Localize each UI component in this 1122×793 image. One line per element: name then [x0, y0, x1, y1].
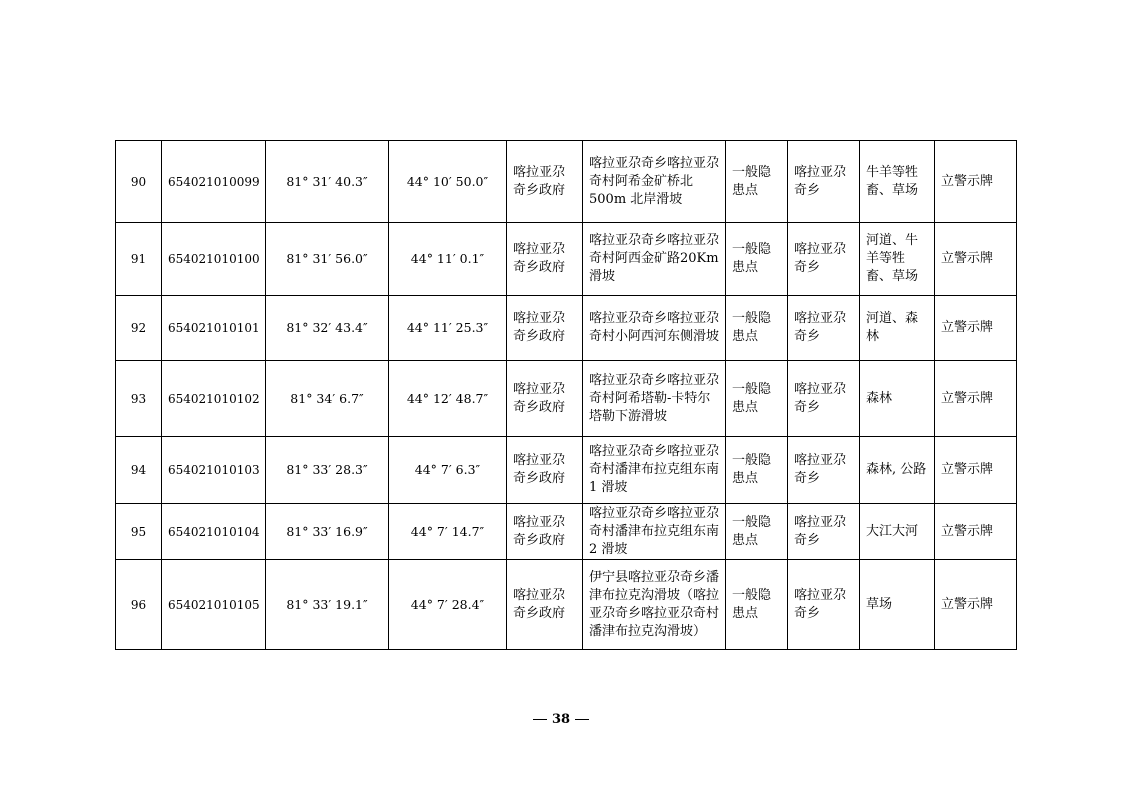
hazard-code-cell: 654021010105: [162, 560, 266, 650]
row-number-cell: 92: [116, 296, 162, 361]
prevention-measure-cell: 立警示牌: [935, 437, 1017, 504]
township-cell: 喀拉亚尕奇乡: [788, 223, 860, 296]
threatened-objects-cell: 森林, 公路: [860, 437, 935, 504]
responsible-unit-cell: 喀拉亚尕奇乡政府: [507, 296, 583, 361]
township-cell: 喀拉亚尕奇乡: [788, 296, 860, 361]
latitude-cell: 44° 12′ 48.7″: [389, 361, 507, 437]
longitude-cell: 81° 32′ 43.4″: [266, 296, 389, 361]
table-body: [116, 141, 1017, 650]
responsible-unit-cell: 喀拉亚尕奇乡政府: [507, 223, 583, 296]
hazard-code-cell: 654021010100: [162, 223, 266, 296]
hazard-code-cell: 654021010104: [162, 504, 266, 560]
latitude-cell: 44° 11′ 25.3″: [389, 296, 507, 361]
table-row: [116, 504, 1017, 560]
page-footer: [0, 712, 1122, 727]
threatened-objects-cell: 草场: [860, 560, 935, 650]
township-cell: 喀拉亚尕奇乡: [788, 141, 860, 223]
table-row: [116, 296, 1017, 361]
hazard-code-cell: 654021010101: [162, 296, 266, 361]
responsible-unit-cell: 喀拉亚尕奇乡政府: [507, 361, 583, 437]
table-row: [116, 361, 1017, 437]
hazard-level-cell: 一般隐患点: [726, 361, 788, 437]
latitude-cell: 44° 10′ 50.0″: [389, 141, 507, 223]
responsible-unit-cell: 喀拉亚尕奇乡政府: [507, 141, 583, 223]
longitude-cell: 81° 31′ 56.0″: [266, 223, 389, 296]
table-row: [116, 223, 1017, 296]
township-cell: 喀拉亚尕奇乡: [788, 560, 860, 650]
responsible-unit-cell: 喀拉亚尕奇乡政府: [507, 504, 583, 560]
prevention-measure-cell: 立警示牌: [935, 560, 1017, 650]
longitude-cell: 81° 33′ 16.9″: [266, 504, 389, 560]
hazard-level-cell: 一般隐患点: [726, 504, 788, 560]
responsible-unit-cell: 喀拉亚尕奇乡政府: [507, 560, 583, 650]
hazard-level-cell: 一般隐患点: [726, 437, 788, 504]
hazard-name-cell: 喀拉亚尕奇乡喀拉亚尕奇村阿希塔勒-卡特尔塔勒下游滑坡: [583, 361, 726, 437]
longitude-cell: 81° 33′ 28.3″: [266, 437, 389, 504]
row-number-cell: 96: [116, 560, 162, 650]
hazard-level-cell: 一般隐患点: [726, 296, 788, 361]
row-number-cell: 94: [116, 437, 162, 504]
hazard-code-cell: 654021010102: [162, 361, 266, 437]
row-number-cell: 95: [116, 504, 162, 560]
threatened-objects-cell: 森林: [860, 361, 935, 437]
latitude-cell: 44° 7′ 14.7″: [389, 504, 507, 560]
prevention-measure-cell: 立警示牌: [935, 223, 1017, 296]
threatened-objects-cell: 河道、森林: [860, 296, 935, 361]
latitude-cell: 44° 7′ 28.4″: [389, 560, 507, 650]
footer-dash-right: [575, 719, 589, 720]
threatened-objects-cell: 河道、牛羊等牲畜、草场: [860, 223, 935, 296]
prevention-measure-cell: 立警示牌: [935, 504, 1017, 560]
footer-dash-left: [533, 719, 547, 720]
table-row: [116, 560, 1017, 650]
table-row: [116, 437, 1017, 504]
latitude-cell: 44° 7′ 6.3″: [389, 437, 507, 504]
row-number-cell: 93: [116, 361, 162, 437]
threatened-objects-cell: 牛羊等牲畜、草场: [860, 141, 935, 223]
hazard-name-cell: 喀拉亚尕奇乡喀拉亚尕奇村小阿西河东侧滑坡: [583, 296, 726, 361]
prevention-measure-cell: 立警示牌: [935, 141, 1017, 223]
responsible-unit-cell: 喀拉亚尕奇乡政府: [507, 437, 583, 504]
hazard-level-cell: 一般隐患点: [726, 223, 788, 296]
longitude-cell: 81° 34′ 6.7″: [266, 361, 389, 437]
page-number: 38: [551, 712, 571, 727]
prevention-measure-cell: 立警示牌: [935, 361, 1017, 437]
row-number-cell: 90: [116, 141, 162, 223]
hazard-name-cell: 喀拉亚尕奇乡喀拉亚尕奇村阿希金矿桥北500m 北岸滑坡: [583, 141, 726, 223]
latitude-cell: 44° 11′ 0.1″: [389, 223, 507, 296]
longitude-cell: 81° 33′ 19.1″: [266, 560, 389, 650]
township-cell: 喀拉亚尕奇乡: [788, 504, 860, 560]
hazard-name-cell: 喀拉亚尕奇乡喀拉亚尕奇村阿西金矿路20Km 滑坡: [583, 223, 726, 296]
hazard-level-cell: 一般隐患点: [726, 141, 788, 223]
longitude-cell: 81° 31′ 40.3″: [266, 141, 389, 223]
township-cell: 喀拉亚尕奇乡: [788, 437, 860, 504]
township-cell: 喀拉亚尕奇乡: [788, 361, 860, 437]
row-number-cell: 91: [116, 223, 162, 296]
hazard-name-cell: 喀拉亚尕奇乡喀拉亚尕奇村潘津布拉克组东南 2 滑坡: [583, 504, 726, 560]
hazard-level-cell: 一般隐患点: [726, 560, 788, 650]
hazard-table: [115, 140, 1017, 650]
hazard-code-cell: 654021010099: [162, 141, 266, 223]
table-row: [116, 141, 1017, 223]
hazard-name-cell: 喀拉亚尕奇乡喀拉亚尕奇村潘津布拉克组东南 1 滑坡: [583, 437, 726, 504]
hazard-name-cell: 伊宁县喀拉亚尕奇乡潘津布拉克沟滑坡（喀拉亚尕奇乡喀拉亚尕奇村潘津布拉克沟滑坡）: [583, 560, 726, 650]
threatened-objects-cell: 大江大河: [860, 504, 935, 560]
hazard-code-cell: 654021010103: [162, 437, 266, 504]
prevention-measure-cell: 立警示牌: [935, 296, 1017, 361]
